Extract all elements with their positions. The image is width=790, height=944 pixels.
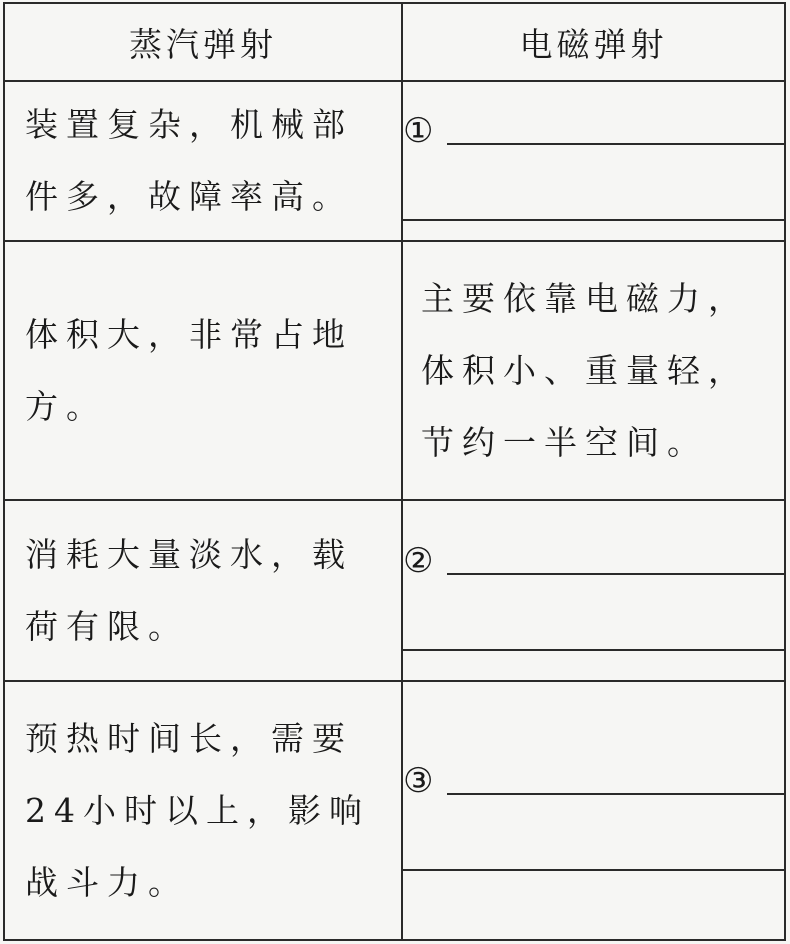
table-header-row <box>4 3 785 81</box>
steam-cell <box>4 681 402 940</box>
steam-text: 预热时间长，需要24小时以上，影响战斗力。 <box>25 718 370 902</box>
fill-in-blank[interactable] <box>447 143 784 145</box>
fill-in-blank[interactable] <box>403 649 784 651</box>
answer-line[interactable] <box>403 751 784 801</box>
steam-cell <box>4 500 402 681</box>
answer-marker: ③ <box>403 760 434 801</box>
table-row <box>4 681 785 940</box>
answer-cell-2[interactable] <box>402 500 785 681</box>
comparison-table <box>3 2 786 941</box>
table-row <box>4 81 785 241</box>
answer-cell-1[interactable] <box>402 81 785 241</box>
electromagnetic-text: 主要依靠电磁力，体积小、重量轻，节约一半空间。 <box>421 278 749 462</box>
fill-in-blank[interactable] <box>447 573 784 575</box>
answer-line[interactable] <box>403 531 784 581</box>
steam-cell <box>4 241 402 500</box>
steam-text: 消耗大量淡水，载荷有限。 <box>25 534 353 646</box>
electromagnetic-cell <box>402 241 785 500</box>
table-row <box>4 241 785 500</box>
header-electromagnetic-catapult: 电磁弹射 <box>402 3 785 81</box>
steam-cell <box>4 81 402 241</box>
fill-in-blank[interactable] <box>403 869 784 871</box>
fill-in-blank[interactable] <box>447 793 784 795</box>
fill-in-blank[interactable] <box>403 219 784 221</box>
answer-line[interactable] <box>403 101 784 151</box>
answer-cell-3[interactable] <box>402 681 785 940</box>
answer-marker: ① <box>403 111 434 151</box>
table-row <box>4 500 785 681</box>
header-steam-catapult: 蒸汽弹射 <box>4 3 402 81</box>
steam-text: 体积大，非常占地方。 <box>25 314 353 426</box>
answer-marker: ② <box>403 540 434 581</box>
steam-text: 装置复杂，机械部件多，故障率高。 <box>25 105 353 216</box>
